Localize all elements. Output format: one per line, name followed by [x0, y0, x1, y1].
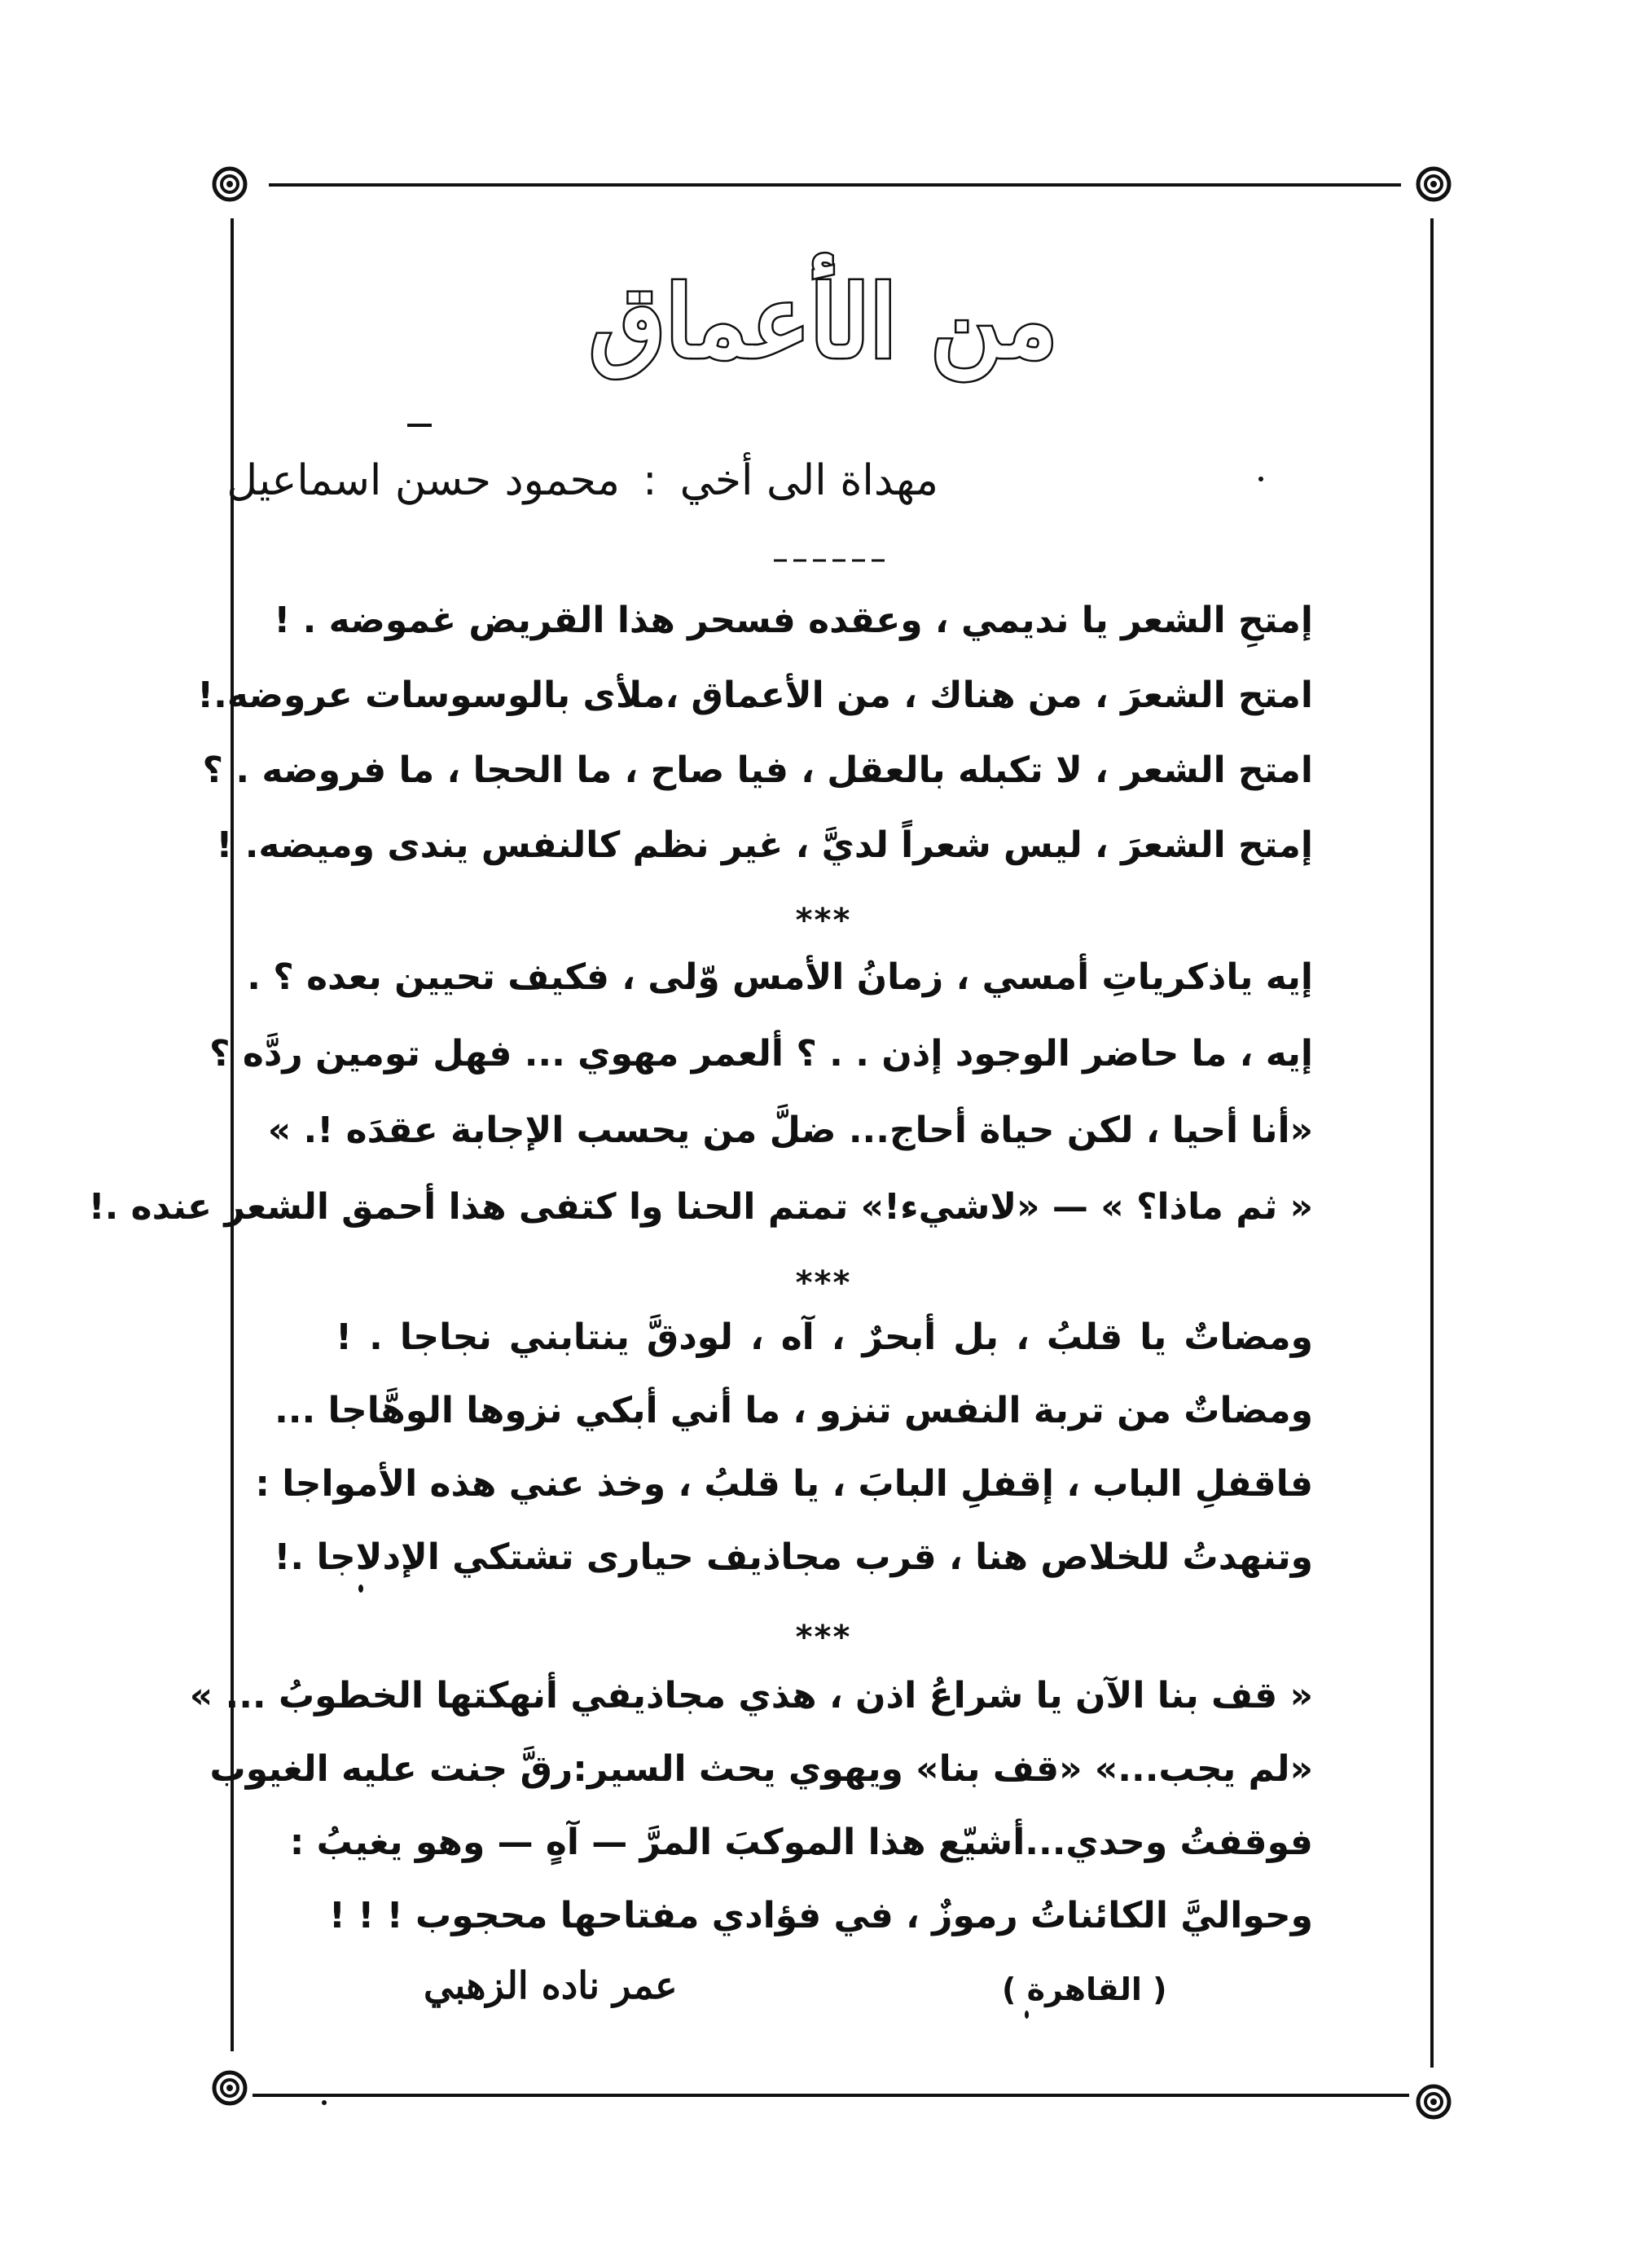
poem-line: إيه ، ما حاضر الوجود إذن . . ؟ ألعمر مهوي ... فهل تومين ردَّه ؟	[209, 1033, 1313, 1075]
poem-line: إمتح الشعرَ ، ليس شعراً لديَّ ، غير نظم كالنفس يندى وميضه. !	[216, 824, 1313, 866]
poem-line: ومضاتٌ يا قلبُ ، بل أبحرٌ ، آه ، لودقَّ ينتابني نجاجا . !	[336, 1316, 1313, 1358]
poem-line: « قف بنا الآن يا شراعُ اذن ، هذي مجاذيفي أنهكتها الخطوبُ ... »	[189, 1675, 1313, 1716]
stanza-separator: ***	[795, 902, 852, 939]
title-underscore	[407, 424, 432, 427]
poem-line: فاقفلِ الباب ، إقفلِ البابَ ، يا قلبُ ، وخذ عني هذه الأمواجا :	[255, 1463, 1313, 1505]
page-title: من الأعماق	[589, 265, 1058, 380]
poem-line: امتح الشعر ، لا تكبله بالعقل ، فيا صاح ، ما الحجا ، ما فروضه . ؟	[202, 749, 1313, 791]
print-speck	[358, 1585, 363, 1593]
signature-author: عمر ناده الزهبي	[424, 1963, 678, 2007]
poem-line: «أنا أحيا ، لكن حياة أحاج... ضلَّ من يحسب الإجابة عقدَه !. »	[267, 1110, 1313, 1151]
poem-line: امتح الشعرَ ، من هناك ، من الأعماق ،ملأى بالوسوسات عروضه.!	[197, 675, 1313, 716]
stanza-separator: ***	[795, 1264, 852, 1302]
poem-line: « ثم ماذا؟ » — «لاشيء!» تمتم الحنا وا كتفى هذا أحمق الشعر عنده .!	[88, 1186, 1313, 1228]
poem-line: إمتحِ الشعر يا نديمي ، وعقده فسحر هذا القريض غموضه . !	[274, 600, 1313, 641]
corner-ornament-top-right	[1415, 165, 1452, 203]
print-speck	[1258, 477, 1263, 481]
dedication-rule	[774, 558, 888, 563]
print-speck	[1025, 2011, 1029, 2019]
poem-line: وتنهدتُ للخلاص هنا ، قرب مجاذيف حيارى تشتكي الإدلاجا .!	[274, 1536, 1313, 1578]
poem-line: «لم يجب...» «قف بنا» ويهوي يحث السير:رقَّ جنت عليه الغيوب	[209, 1748, 1313, 1790]
frame-top-border	[269, 183, 1401, 187]
corner-ornament-bottom-left	[211, 2069, 248, 2107]
stanza-separator: ***	[795, 1619, 852, 1656]
dedication-prefix: مهداة الى أخي	[679, 456, 938, 505]
print-speck	[322, 2100, 327, 2105]
poem-line: إيه ياذكرياتِ أمسي ، زمانُ الأمس وّلى ، فكيف تحيين بعده ؟ .	[247, 956, 1313, 998]
dedication	[226, 456, 938, 505]
signature-location: ( القاهرة )	[1002, 1971, 1167, 2007]
dedication-colon: :	[643, 456, 657, 505]
poem-line: فوقفتُ وحدي...أشيّع هذا الموكبَ المرَّ — آهٍ — وهو يغيبُ :	[289, 1822, 1313, 1863]
poem-line: ومضاتٌ من تربة النفس تنزو ، ما أني أبكي نزوها الوهَّاجا ...	[274, 1390, 1313, 1431]
corner-ornament-bottom-right	[1415, 2083, 1452, 2121]
frame-bottom-border	[253, 2094, 1409, 2097]
corner-ornament-top-left	[211, 165, 248, 203]
poem-line: وحواليَّ الكائناتُ رموزٌ ، في فؤادي مفتاحها محجوب ! ! !	[328, 1895, 1313, 1936]
frame-right-border	[1430, 218, 1434, 2068]
dedication-name: محمود حسن اسماعيل	[226, 456, 621, 505]
